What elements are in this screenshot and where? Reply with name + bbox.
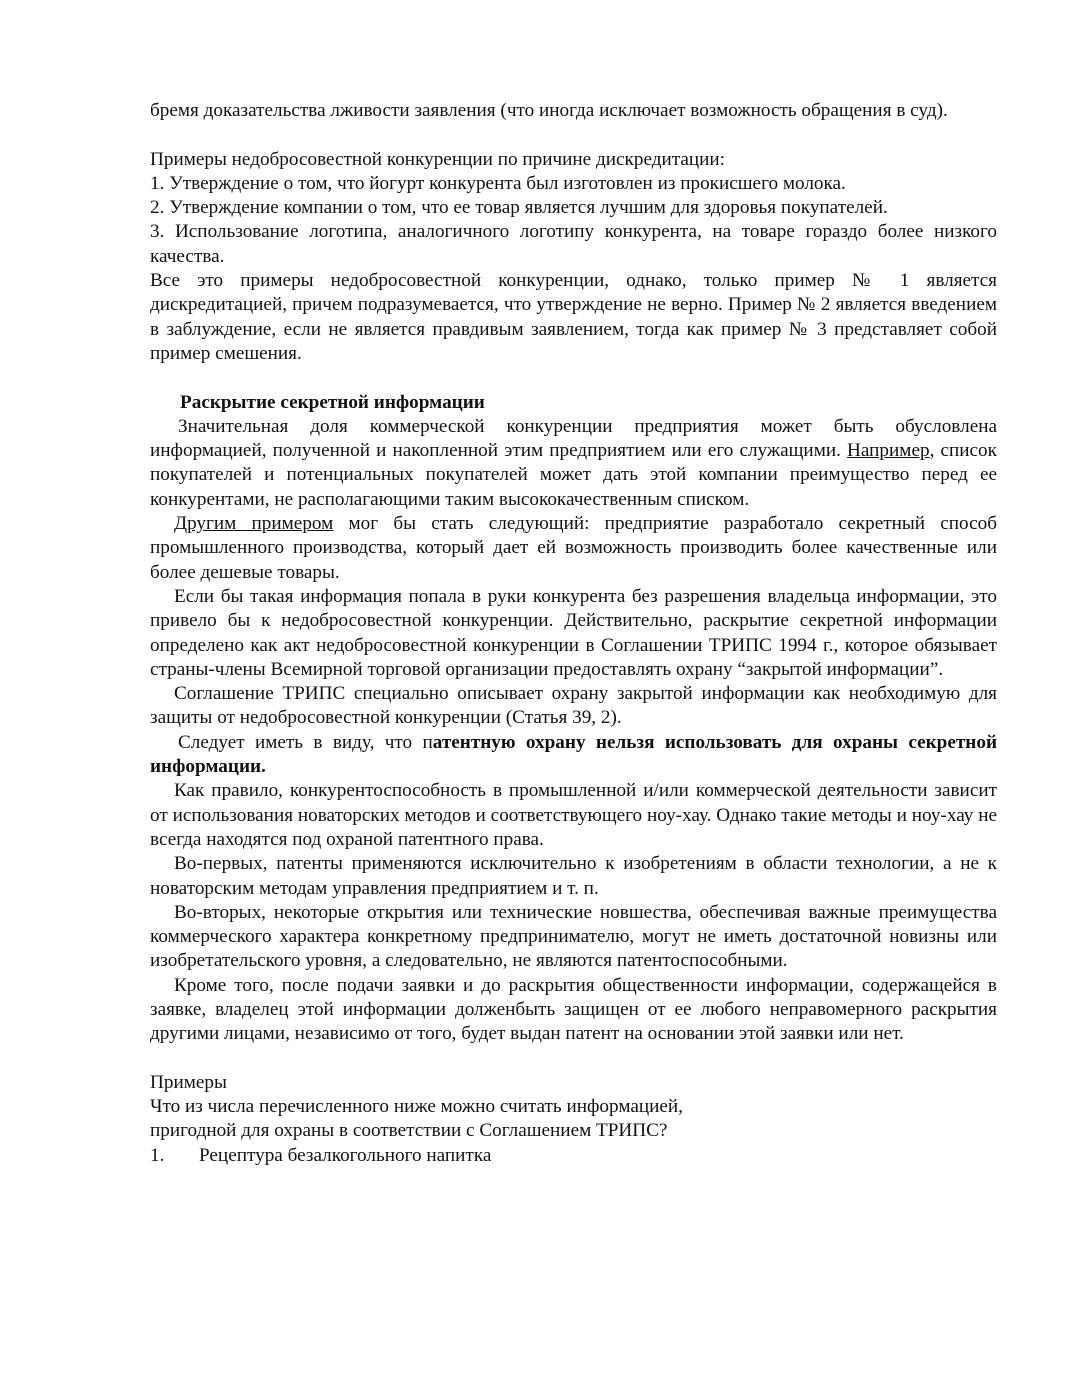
discredit-item-2: 2. Утверждение компании о том, что ее товар является лучшим для здоровья покупателей. (150, 197, 888, 219)
secret-paragraph-6: Как правило, конкурентоспособность в промышленной и/или коммерческой деятельности зависит от использования новаторских методов и соответствующего ноу-хау. Однако такие методы и ноу-хау не всегда находятся под охраной патентного права. (150, 780, 997, 850)
examples-question-line-2: пригодной для охраны в соответствии с Соглашением ТРИПС? (150, 1120, 668, 1142)
secret-paragraph-7: Во-первых, патенты применяются исключительно к изобретениям в области технологии, а не к новаторским методам управления предприятием и т. п. (150, 853, 997, 899)
list-item-text: Рецептура безалкогольного напитка (199, 1144, 492, 1166)
secret-p1-start: Значительная доля коммерческой конкуренции предприятия может быть обусловлена информацией, полученной и накопленной этим предприятием или его служащими. (150, 415, 997, 462)
secret-p1-end: , список покупателей и потенциальных покупателей может дать этой компании преимущество перед ее конкурентами, не располагающими таким высококачественным списком. (150, 440, 997, 510)
secret-paragraph-4: Соглашение ТРИПС специально описывает охрану закрытой информации как необходимую для защиты от недобросовестной конкуренции (Статья 39, 2). (150, 683, 997, 729)
section-heading: Раскрытие секретной информации (180, 391, 485, 413)
secret-p2-end: мог бы стать следующий: предприятие разработало секретный способ промышленного производства, который дает ей возможность производить более качественные или более дешевые товары. (150, 513, 997, 583)
spacer (150, 1047, 997, 1071)
secret-paragraph-3: Если бы такая информация попала в руки конкурента без разрешения владельца информации, это привело бы к недобросовестной конкуренции. Действительно, раскрытие секретной информации определено как акт недобросовестной конкуренции в Соглашении ТРИПС 1994 г., которое обязывает страны-члены Всемирной торговой организации предоставлять охрану “закрытой информации”. (150, 585, 997, 680)
discredit-title: Примеры недобросовестной конкуренции по причине дискредитации: (150, 148, 726, 170)
secret-p5-start: Следует иметь в виду, что п (178, 731, 433, 753)
secret-p5-bold: атентную охрану нельзя использовать для охраны секретной информации. (150, 731, 998, 778)
discredit-item-1: 1. Утверждение о том, что йогурт конкурента был изготовлен из прокисшего молока. (150, 172, 846, 194)
examples-title: Примеры (150, 1071, 227, 1093)
spacer (150, 366, 997, 390)
secret-paragraph-2 (150, 512, 997, 585)
document-page (150, 99, 997, 1168)
secret-paragraph-1 (150, 415, 997, 512)
intro-paragraph: бремя доказательства лживости заявления (что иногда исключает возможность обращения в суд). (150, 100, 948, 121)
example-link-2: Другим примером (174, 513, 334, 535)
discredit-item-3: 3. Использование логотипа, аналогичного логотипу конкурента, на товаре гораздо более низкого качества. (150, 221, 997, 267)
examples-list-item (150, 1144, 997, 1168)
secret-paragraph-8: Во-вторых, некоторые открытия или технические новшества, обеспечивая важные преимущества коммерческого характера конкретному предпринимателю, могут не иметь достаточной новизны или изобретательского уровня, а следовательно, не являются патентоспособными. (150, 901, 997, 972)
secret-paragraph-5 (150, 731, 997, 780)
example-link-1: Например (847, 440, 930, 462)
spacer (150, 123, 997, 147)
discredit-summary: Все это примеры недобросовестной конкуренции, однако, только пример № 1 является дискредитацией, причем подразумевается, что утверждение не верно. Пример № 2 является введением в заблуждение, если не является правдивым заявлением, тогда как пример № 3 представляет собой пример смешения. (150, 270, 997, 364)
examples-question-line-1: Что из числа перечисленного ниже можно считать информацией, (150, 1096, 683, 1118)
list-item-number: 1. (150, 1144, 165, 1166)
secret-paragraph-9: Кроме того, после подачи заявки и до раскрытия общественности информации, содержащейся в заявке, владелец этой информации долженбыть защищен от ее любого неправомерного раскрытия другими лицами, независимо от того, будет выдан патент на основании этой заявки или нет. (150, 974, 997, 1045)
